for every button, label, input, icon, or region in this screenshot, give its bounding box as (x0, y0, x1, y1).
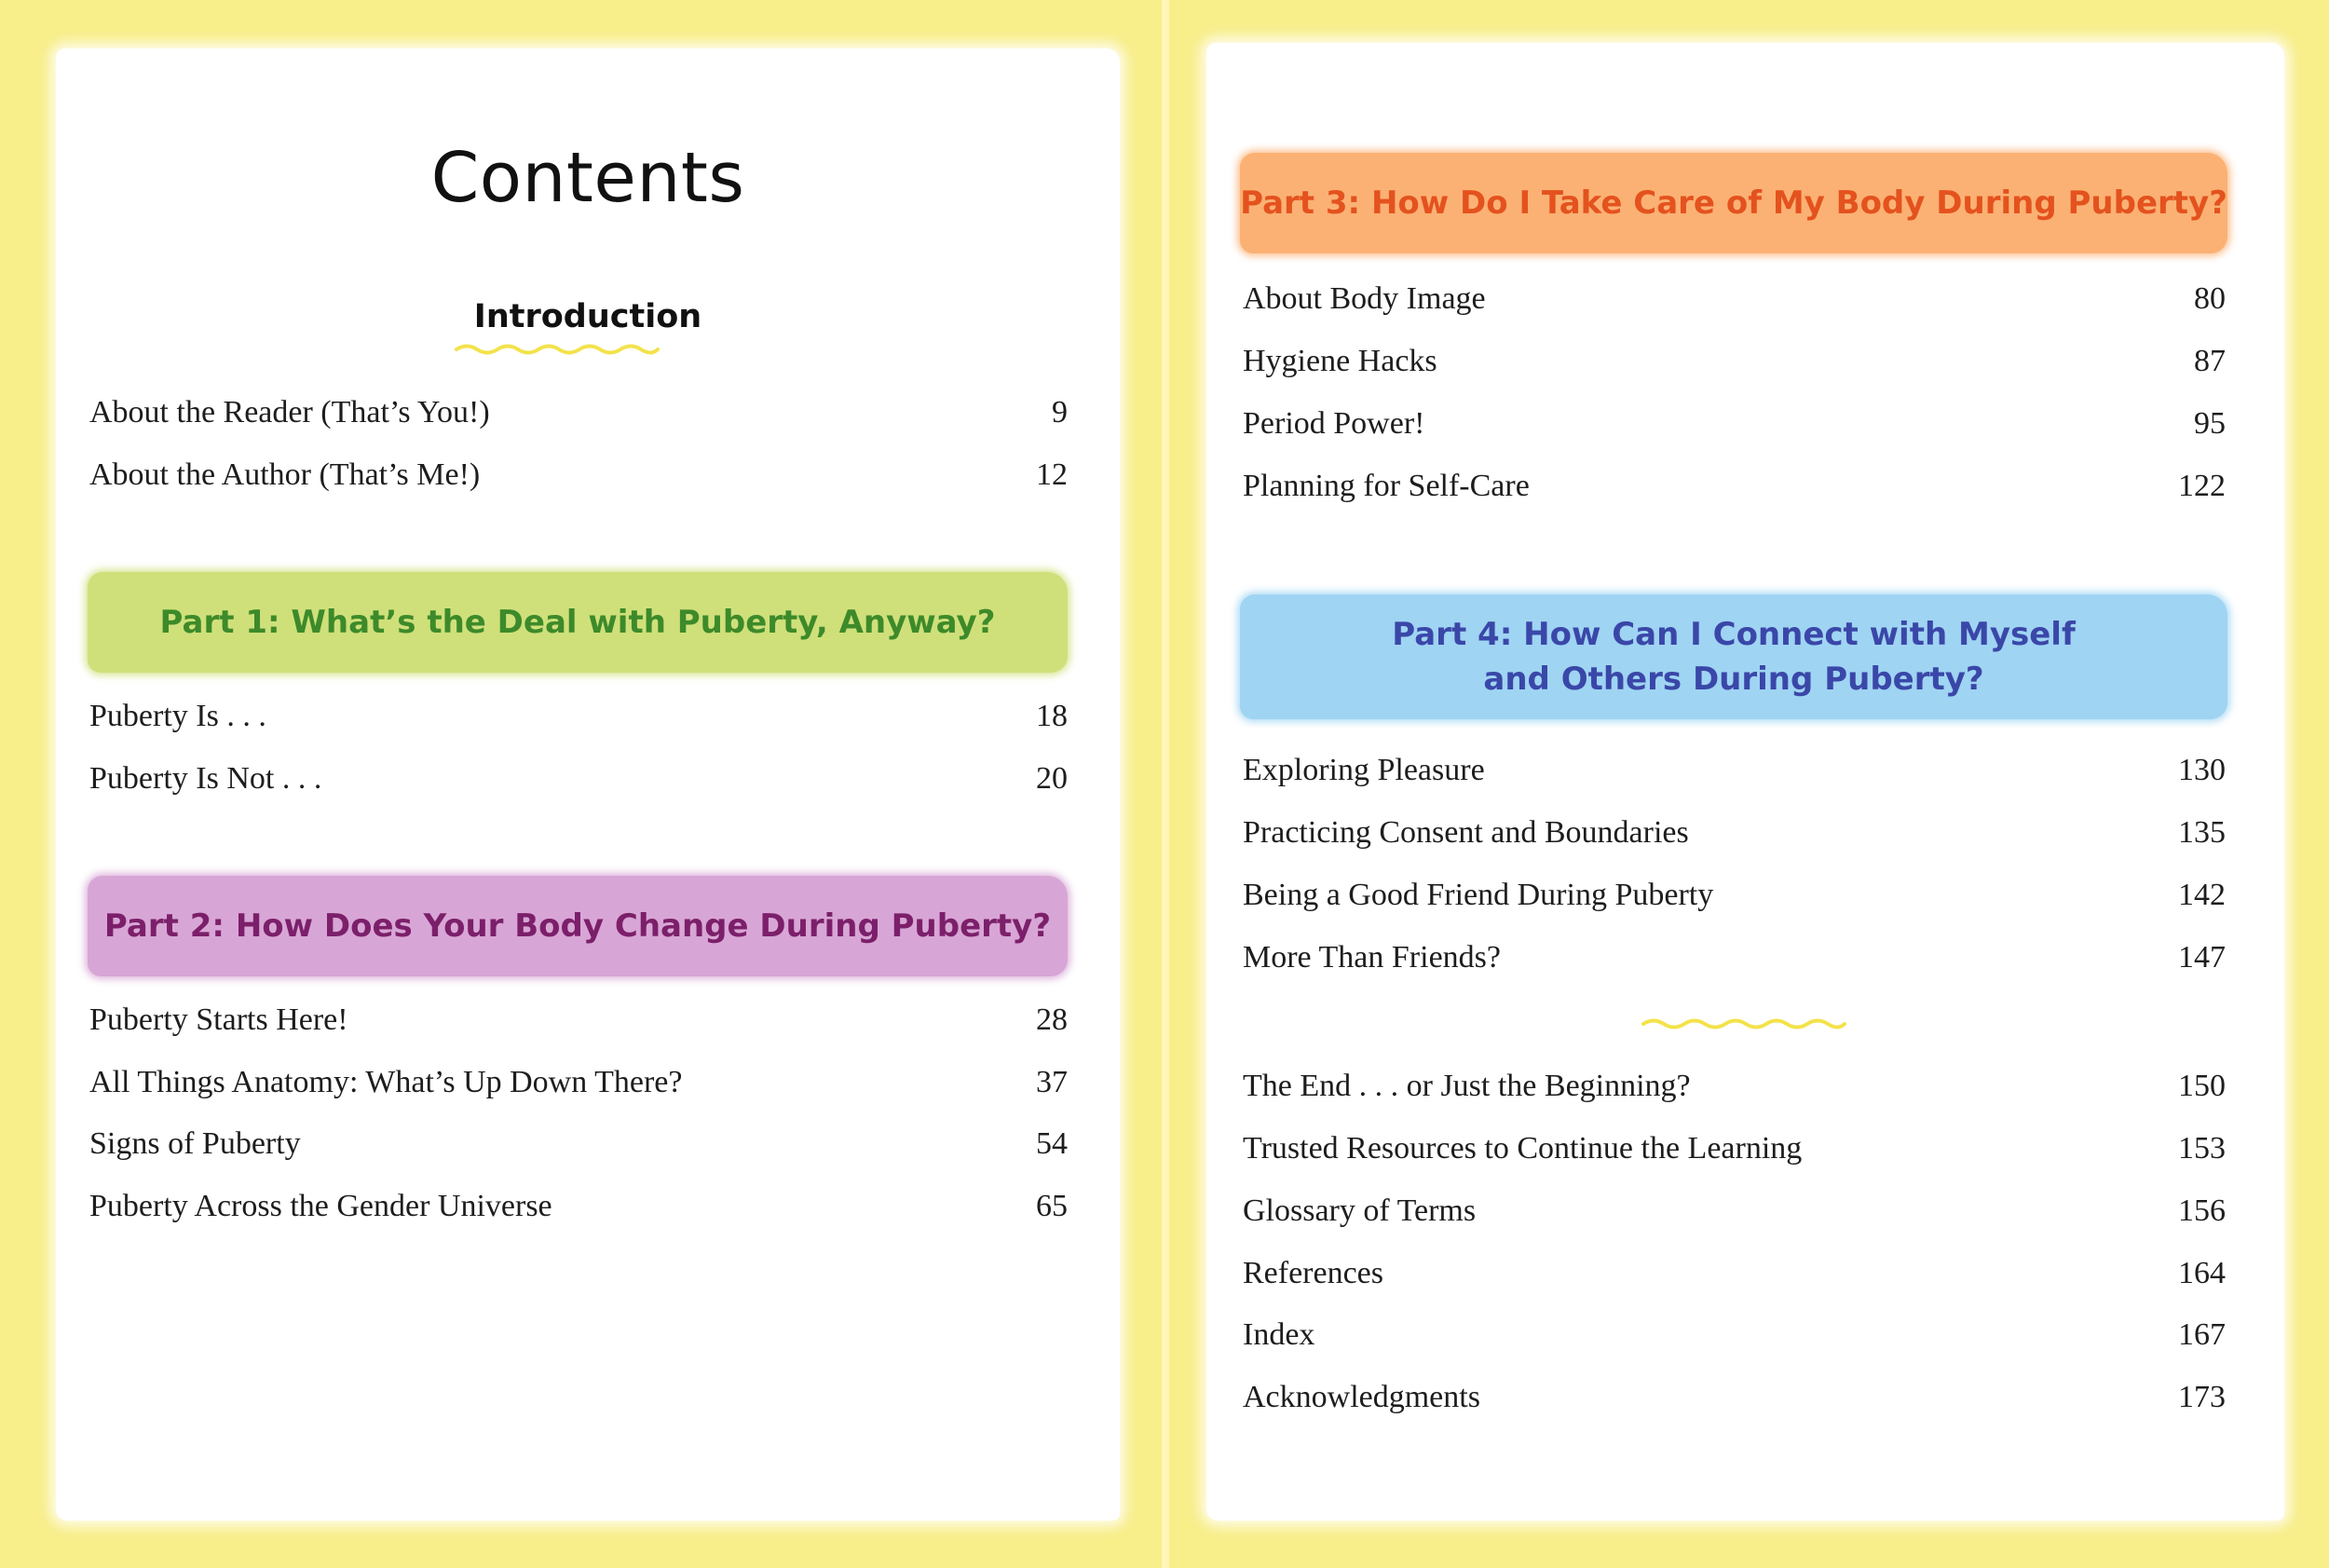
toc-entry[interactable] (1243, 469, 2226, 504)
squiggle-divider-icon (1641, 1017, 1846, 1030)
toc-entry-label: Being a Good Friend During Puberty (1243, 878, 1714, 912)
toc-entry-label: About the Author (That’s Me!) (89, 457, 481, 492)
part1-heading: Part 1: What’s the Deal with Puberty, Anyway? (159, 604, 996, 641)
toc-entry-page: 54 (1036, 1126, 1068, 1161)
toc-entry[interactable] (1243, 1193, 2226, 1229)
toc-entry-label: Puberty Starts Here! (89, 1002, 348, 1037)
toc-entry-label: Period Power! (1243, 406, 1425, 441)
toc-entry-label: Exploring Pleasure (1243, 753, 1485, 787)
toc-entry[interactable] (89, 761, 1068, 797)
toc-entry-label: Puberty Is . . . (89, 699, 266, 733)
right-page (1169, 0, 2329, 1568)
part4-heading-line2: and Others During Puberty? (1483, 661, 1984, 698)
left-page (0, 0, 1162, 1568)
toc-entry-label: Glossary of Terms (1243, 1193, 1477, 1228)
toc-entry[interactable] (1243, 878, 2226, 913)
part4-banner (1240, 594, 2227, 719)
left-page-paper (56, 48, 1120, 1520)
toc-entry-page: 37 (1036, 1065, 1068, 1099)
toc-entry-label: The End . . . or Just the Beginning? (1243, 1069, 1691, 1103)
toc-entry-label: All Things Anatomy: What’s Up Down There? (89, 1065, 683, 1099)
part3-heading: Part 3: How Do I Take Care of My Body During Puberty? (1240, 184, 2227, 222)
toc-entry-label: Signs of Puberty (89, 1126, 301, 1161)
toc-entry-page: 87 (2194, 344, 2226, 378)
toc-entry[interactable] (1243, 1131, 2226, 1166)
toc-entry-label: Planning for Self-Care (1243, 469, 1530, 503)
toc-entry[interactable] (89, 457, 1068, 493)
toc-entry-page: 80 (2194, 281, 2226, 316)
toc-entry-label: Hygiene Hacks (1243, 344, 1437, 378)
toc-entry[interactable] (1243, 1317, 2226, 1353)
toc-entry-page: 9 (1052, 395, 1068, 429)
right-page-paper (1206, 43, 2284, 1520)
toc-entry-label: References (1243, 1256, 1384, 1290)
toc-entry-page: 150 (2178, 1069, 2226, 1103)
toc-entry[interactable] (1243, 1256, 2226, 1291)
toc-entry-page: 28 (1036, 1002, 1068, 1037)
toc-entry-label: About Body Image (1243, 281, 1486, 316)
toc-entry[interactable] (1243, 1380, 2226, 1415)
page-gutter (1162, 0, 1169, 1568)
part2-banner (88, 876, 1068, 976)
toc-entry[interactable] (1243, 281, 2226, 317)
toc-entry-page: 135 (2178, 815, 2226, 850)
toc-entry[interactable] (1243, 344, 2226, 379)
toc-entry-page: 20 (1036, 761, 1068, 796)
toc-entry[interactable] (1243, 940, 2226, 975)
toc-entry[interactable] (1243, 406, 2226, 442)
toc-entry[interactable] (1243, 753, 2226, 788)
toc-entry-page: 12 (1036, 457, 1068, 492)
toc-entry-label: Index (1243, 1317, 1315, 1352)
toc-entry-label: Trusted Resources to Continue the Learning (1243, 1131, 1803, 1166)
toc-entry-page: 142 (2178, 878, 2226, 912)
toc-entry-page: 130 (2178, 753, 2226, 787)
toc-entry-page: 122 (2178, 469, 2226, 503)
toc-entry[interactable] (1243, 815, 2226, 851)
toc-entry-page: 147 (2178, 940, 2226, 975)
page-title: Contents (430, 138, 745, 218)
toc-entry-page: 164 (2178, 1256, 2226, 1290)
part4-heading-line1: Part 4: How Can I Connect with Myself (1392, 616, 2076, 653)
toc-entry[interactable] (89, 395, 1068, 430)
toc-entry-page: 95 (2194, 406, 2226, 441)
toc-entry-label: Puberty Is Not . . . (89, 761, 322, 796)
toc-entry[interactable] (89, 1189, 1068, 1224)
toc-entry[interactable] (89, 1126, 1068, 1162)
part1-banner (88, 572, 1068, 673)
toc-entry-label: More Than Friends? (1243, 940, 1501, 975)
toc-entry-page: 153 (2178, 1131, 2226, 1166)
toc-entry[interactable] (89, 699, 1068, 734)
part2-heading: Part 2: How Does Your Body Change During Puberty? (103, 907, 1052, 945)
toc-entry-page: 167 (2178, 1317, 2226, 1352)
toc-entry[interactable] (1243, 1069, 2226, 1104)
toc-entry-label: Acknowledgments (1243, 1380, 1480, 1414)
introduction-heading: Introduction (473, 298, 702, 335)
toc-entry-label: About the Reader (That’s You!) (89, 395, 490, 429)
toc-entry-label: Practicing Consent and Boundaries (1243, 815, 1689, 850)
part3-banner (1240, 153, 2227, 253)
toc-entry-label: Puberty Across the Gender Universe (89, 1189, 552, 1223)
toc-entry-page: 65 (1036, 1189, 1068, 1223)
toc-entry[interactable] (89, 1002, 1068, 1038)
toc-entry-page: 156 (2178, 1193, 2226, 1228)
toc-entry-page: 18 (1036, 699, 1068, 733)
toc-entry-page: 173 (2178, 1380, 2226, 1414)
squiggle-divider-icon (455, 343, 660, 356)
toc-entry[interactable] (89, 1065, 1068, 1100)
